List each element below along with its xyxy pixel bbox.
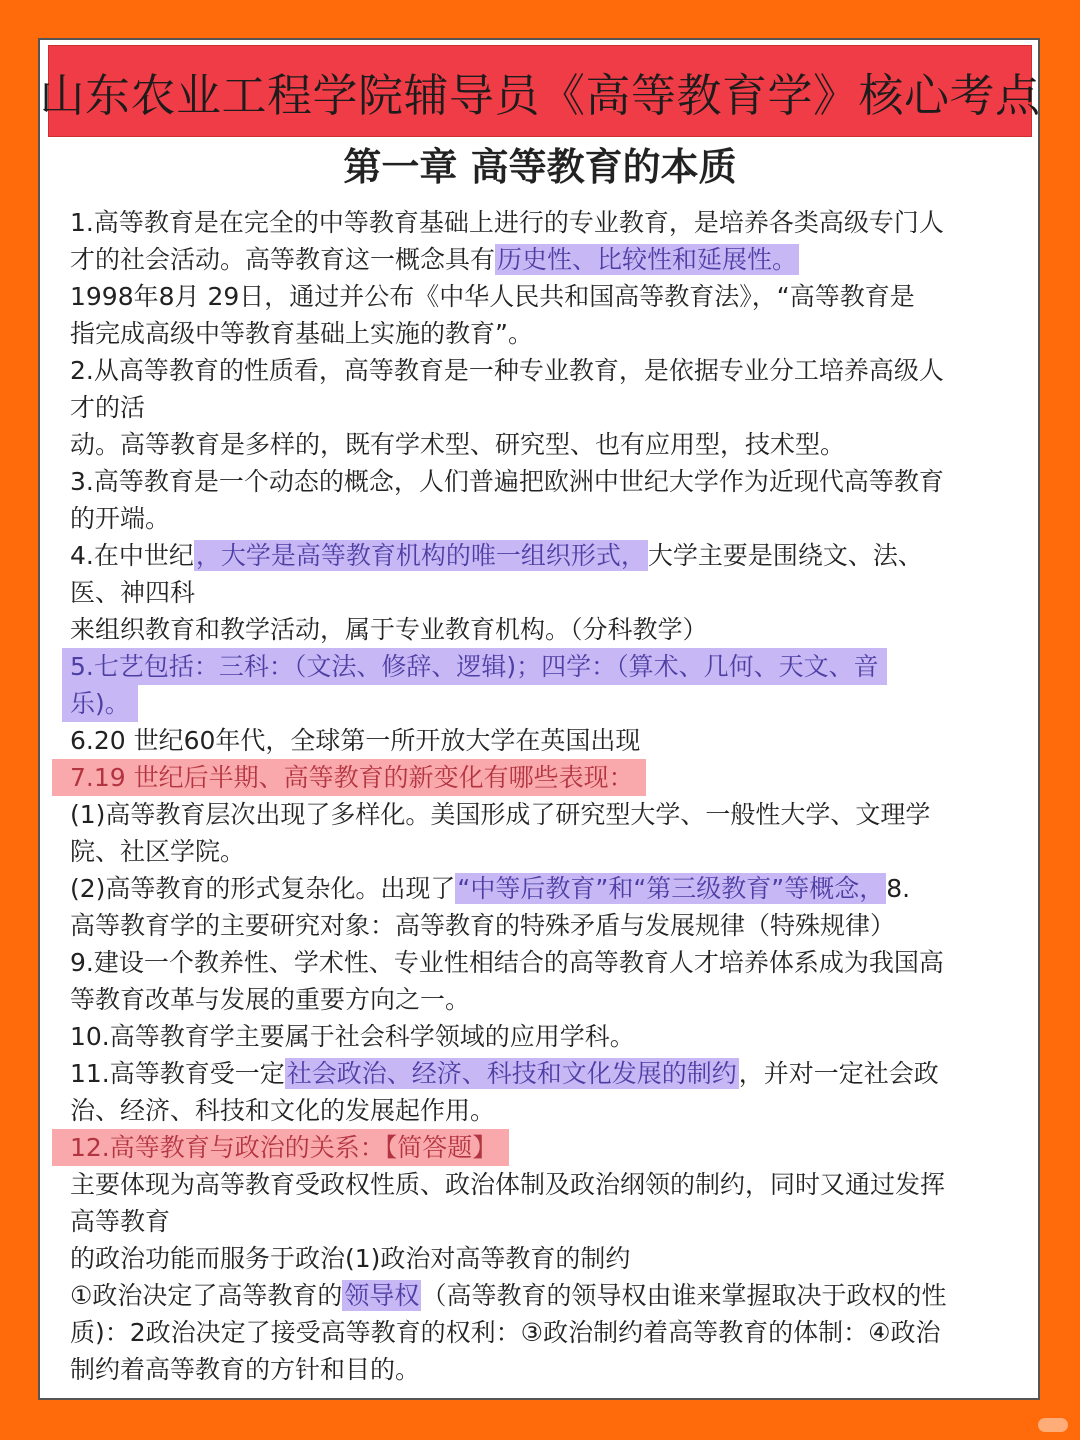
- highlight-purple: “中等后教育”和“第三级教育”等概念，: [457, 874, 885, 903]
- body-text: [70, 204, 1010, 1388]
- highlight-purple: ，大学是高等教育机构的唯一组织形式，: [195, 541, 646, 570]
- text-line: 1998年8月 29日，通过并公布《中华人民共和国高等教育法》，“高等教育是: [70, 282, 915, 311]
- text-line: 才的活: [70, 393, 146, 422]
- text-line: 主要体现为高等教育受政权性质、政治体制及政治纲领的制约，同时又通过发挥: [70, 1170, 946, 1199]
- text-line: 治、经济、科技和文化的发展起作用。: [70, 1096, 496, 1125]
- highlight-purple: 乐)。: [62, 685, 138, 722]
- watermark-icon: [1038, 1418, 1068, 1432]
- text-line: 9.建设一个教养性、学术性、专业性相结合的高等教育人才培养体系成为我国高: [70, 948, 944, 977]
- text-line: 指完成高级中等教育基础上实施的教育”。: [70, 319, 533, 348]
- text-line: 高等教育学的主要研究对象：高等教育的特殊矛盾与发展规律（特殊规律）: [70, 911, 896, 940]
- text-line: 3.高等教育是一个动态的概念，人们普遍把欧洲中世纪大学作为近现代高等教育: [70, 467, 944, 496]
- text-line: 6.20 世纪60年代，全球第一所开放大学在英国出现: [70, 726, 641, 755]
- text-line: 来组织教育和教学活动，属于专业教育机构。（分科教学）: [70, 615, 708, 644]
- text-line: 等教育改革与发展的重要方向之一。: [70, 985, 471, 1014]
- text-line: 2.从高等教育的性质看，高等教育是一种专业教育，是依据专业分工培养高级人: [70, 356, 944, 385]
- highlight-purple: 领导权: [344, 1281, 420, 1310]
- chapter-heading: 第一章 高等教育的本质: [343, 145, 737, 189]
- text-line: 的开端。: [70, 504, 171, 533]
- page-title: 山东农业工程学院辅导员《高等教育学》核心考点: [39, 68, 1041, 122]
- highlight-red: 7.19 世纪后半期、高等教育的新变化有哪些表现：: [52, 759, 646, 796]
- highlight-purple: 社会政治、经济、科技和文化发展的制约: [286, 1059, 737, 1088]
- text-line: [70, 759, 1010, 796]
- text-line: 高等教育: [70, 1207, 171, 1236]
- text-line: 院、社区学院。: [70, 837, 246, 866]
- text-line: 1.高等教育是在完全的中等教育基础上进行的专业教育，是培养各类高级专门人: [70, 208, 944, 237]
- text-line: 10.高等教育学主要属于社会科学领域的应用学科。: [70, 1022, 635, 1051]
- text-line: [70, 1129, 1010, 1166]
- text-line: (2)高等教育的形式复杂化。出现了“中等后教育”和“第三级教育”等概念，8.: [70, 874, 911, 903]
- text-line: 才的社会活动。高等教育这一概念具有历史性、比较性和延展性。: [70, 245, 798, 274]
- text-line: [70, 685, 1010, 722]
- text-line: 制约着高等教育的方针和目的。: [70, 1355, 421, 1384]
- text-line: 动。高等教育是多样的，既有学术型、研究型、也有应用型，技术型。: [70, 430, 846, 459]
- text-line: 的政治功能而服务于政治(1)政治对高等教育的制约: [70, 1244, 631, 1273]
- highlight-purple: 5.七艺包括：三科：（文法、修辞、逻辑)；四学：（算术、几何、天文、音: [62, 648, 887, 685]
- text-line: [70, 648, 1010, 685]
- text-line: 4.在中世纪，大学是高等教育机构的唯一组织形式，大学主要是围绕文、法、: [70, 541, 923, 570]
- text-line: 11.高等教育受一定社会政治、经济、科技和文化发展的制约，并对一定社会政: [70, 1059, 939, 1088]
- highlight-purple: 历史性、比较性和延展性。: [497, 245, 798, 274]
- text-line: ①政治决定了高等教育的领导权（高等教育的领导权由谁来掌握取决于政权的性: [70, 1281, 947, 1310]
- text-line: 医、神四科: [70, 578, 196, 607]
- text-line: (1)高等教育层次出现了多样化。美国形成了研究型大学、一般性大学、文理学: [70, 800, 931, 829]
- text-line: 质)：2政治决定了接受高等教育的权利：③政治制约着高等教育的体制：④政治: [70, 1318, 941, 1347]
- highlight-red: 12.高等教育与政治的关系：【简答题】: [52, 1129, 509, 1166]
